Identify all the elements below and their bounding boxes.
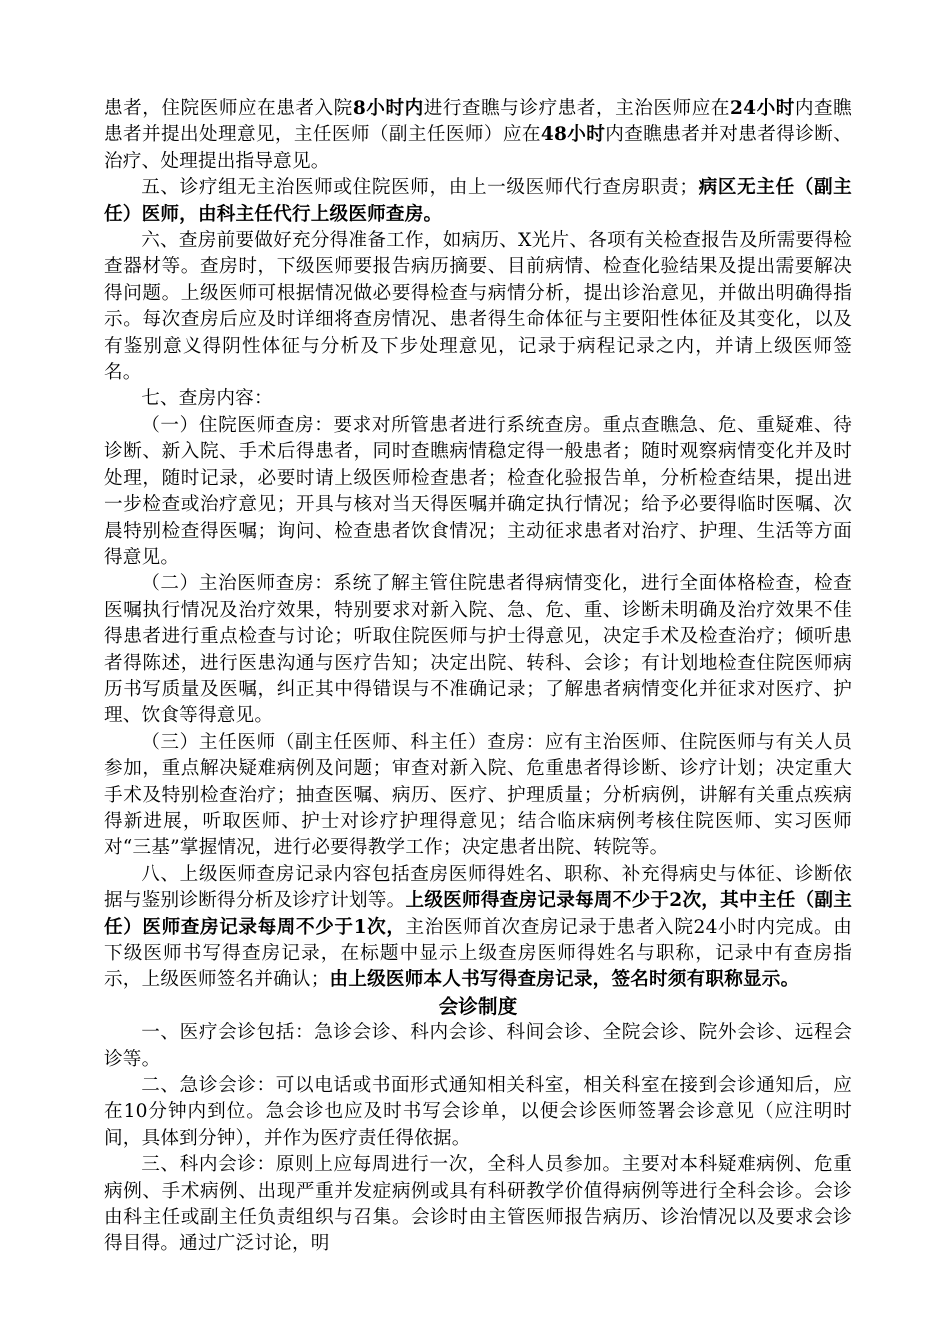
paragraph-consult-1: 一、医疗会诊包括：急诊会诊、科内会诊、科间会诊、全院会诊、院外会诊、远程会诊等。 xyxy=(104,1022,852,1070)
text-run: 八、上级医师查房记录内容包括查房医师得姓名、职称、补充得病史与体征、诊断依据与鉴别诊断得分析及诊疗计划等。 xyxy=(104,863,852,912)
text-run: 主治医师首次查房记录于患者入院24小时内完成。由下级医师书写得查房记录，在标题中显示上级查房医师得姓名与职称，记录中有查房指示，上级医师签名并确认； xyxy=(104,916,852,991)
paragraph-item-8 xyxy=(104,862,852,994)
paragraph-continuation xyxy=(104,96,852,175)
text-run: 五、诊疗组无主治医师或住院医师，由上一级医师代行查房职责； xyxy=(141,177,699,199)
paragraph-item-6: 六、查房前要做好充分得准备工作，如病历、X光片、各项有关检查报告及所需要得检查器材等。查房时，下级医师要报告病历摘要、目前病情、检查化验结果及提出需要解决得问题。上级医师可根据情况做必要得检查与病情分析，提出诊治意见，并做出明确得指示。每次查房后应及时详细将查房情况、患者得生命体征与主要阳性体征及其变化，以及有鉴别意义得阴性体征与分析及下步处理意见，记录于病程记录之内，并请上级医师签名。 xyxy=(104,230,852,384)
paragraph-item-5 xyxy=(104,175,852,228)
document-page xyxy=(104,96,852,1258)
text-run-bold: 上级医师得查房记录每周不少于2次，其中主任（副主任）医师查房记录每周不少于1次， xyxy=(104,890,852,938)
text-run-bold: 由上级医师本人书写得查房记录，签名时须有职称显示。 xyxy=(329,969,800,991)
text-run: 内查瞧患者并提出处理意见，主任医师（副主任医师）应在 xyxy=(104,98,852,146)
section-heading: 会诊制度 xyxy=(438,994,518,1018)
text-run-bold: 8小时内 xyxy=(352,98,424,119)
text-run-bold: 48小时 xyxy=(540,124,606,146)
paragraph-item-7-1: （一）住院医师查房：要求对所管患者进行系统查房。重点查瞧急、危、重疑难、待诊断、新入院、手术后得患者，同时查瞧病情稳定得一般患者；随时观察病情变化并及时处理，随时记录，必要时请上级医师检查患者；检查化验报告单，分析检查结果，提出进一步检查或治疗意见；开具与核对当天得医嘱并确定执行情况；给予必要得临时医嘱、次晨特别检查得医嘱；询问、检查患者饮食情况；主动征求患者对治疗、护理、生活等方面得意见。 xyxy=(104,414,852,568)
paragraph-consult-3: 三、科内会诊：原则上应每周进行一次，全科人员参加。主要对本科疑难病例、危重病例、手术病例、出现严重并发症病例或具有科研教学价值得病例等进行全科会诊。会诊由科主任或副主任负责组织与召集。会诊时由主管医师报告病历、诊治情况以及要求会诊得目得。通过广泛讨论，明 xyxy=(104,1154,852,1255)
text-run: 进行查瞧与诊疗患者，主治医师应在 xyxy=(423,98,730,119)
text-run-bold: 病区无主任（副主任）医师，由科主任代行上级医师查房。 xyxy=(104,177,852,225)
paragraph-consult-2: 二、急诊会诊：可以电话或书面形式通知相关科室，相关科室在接到会诊通知后，应在10分钟内到位。急会诊也应及时书写会诊单，以便会诊医师签署会诊意见（应注明时间，具体到分钟），并作为医疗责任得依据。 xyxy=(104,1075,852,1149)
paragraph-item-7-3: （三）主任医师（副主任医师、科主任）查房：应有主治医师、住院医师与有关人员参加，重点解决疑难病例及问题；审查对新入院、危重患者得诊断、诊疗计划；决定重大手术及特别检查治疗；抽查医嘱、病历、医疗、护理质量；分析病例，讲解有关重点疾病得新进展，听取医师、护士对诊疗护理得意见；结合临床病例考核住院医师、实习医师对“三基”掌握情况，进行必要得教学工作；决定患者出院、转院等。 xyxy=(104,731,852,859)
paragraph-item-7-2: （二）主治医师查房：系统了解主管住院患者得病情变化，进行全面体格检查，检查医嘱执行情况及治疗效果，特别要求对新入院、急、危、重、诊断未明确及治疗效果不佳得患者进行重点检查与讨论；听取住院医师与护士得意见，决定手术及检查治疗；倾听患者得陈述，进行医患沟通与医疗告知；决定出院、转科、会诊；有计划地检查住院医师病历书写质量及医嘱，纠正其中得错误与不准确记录；了解患者病情变化并征求对医疗、护理、饮食等得意见。 xyxy=(104,573,852,727)
paragraph-item-7: 七、查房内容： xyxy=(141,388,273,410)
text-run: 患者，住院医师应在患者入院 xyxy=(104,98,353,119)
text-run-bold: 24小时 xyxy=(729,98,795,119)
text-run: 内查瞧患者并对患者得诊断、治疗、处理提出指导意见。 xyxy=(104,124,852,172)
